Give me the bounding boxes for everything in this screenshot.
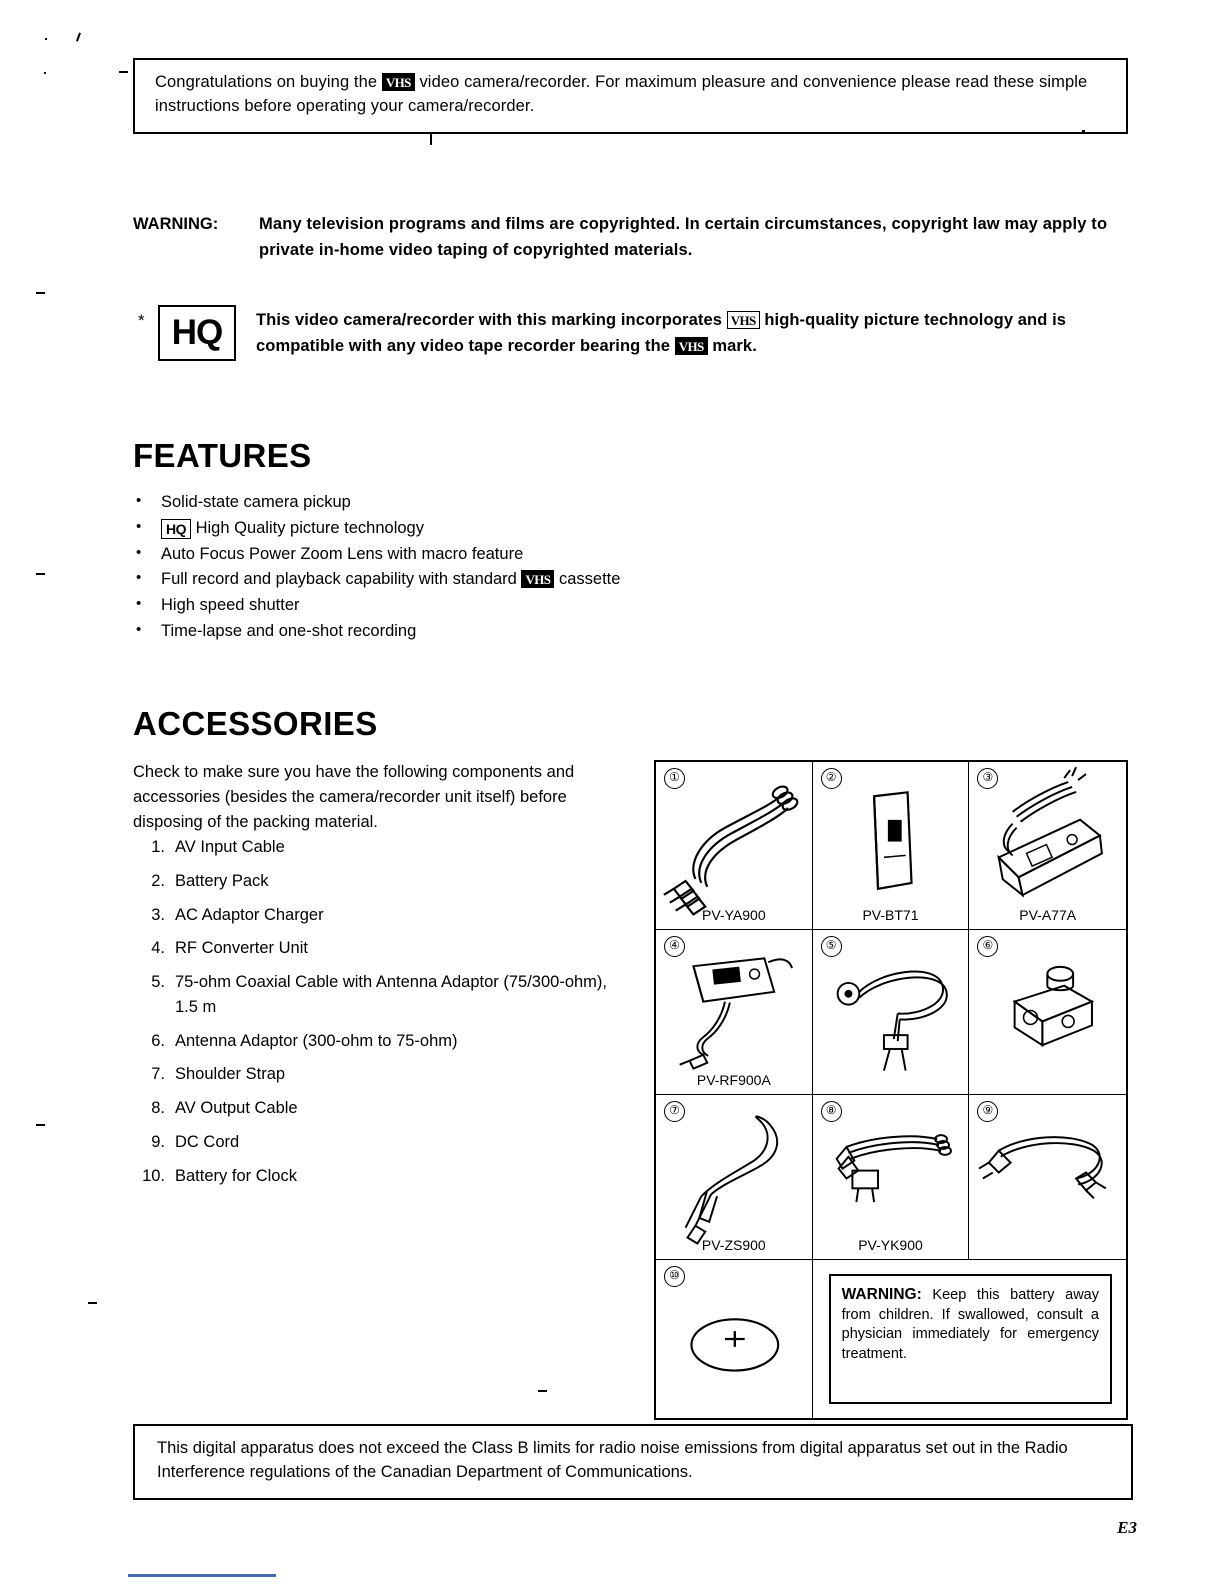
coaxial-cable-icon [813,930,969,1094]
battery-warning-body: Keep this battery away from children. If swallowed, consult a physician immediately for emergency treatment. [841,1287,1099,1363]
feature-label: High Quality picture technology [195,518,424,537]
hq-badge-icon: HQ [158,305,236,361]
list-item-label: AV Output Cable [175,1099,298,1117]
list-item-label: Battery for Clock [175,1166,297,1185]
list-item [133,490,833,515]
accessory-cell [656,762,813,930]
item-number-badge: ⑨ [977,1101,998,1122]
scan-artifact [36,573,45,575]
accessory-cell [969,930,1126,1095]
list-item-label: DC Cord [175,1132,240,1151]
list-item-number: 4. [151,939,165,958]
accessory-cell [813,762,970,930]
list-item-label: Battery Pack [175,871,269,890]
accessories-image-grid [654,760,1128,1420]
item-number-badge: ⑧ [821,1101,842,1122]
list-item-label: RF Converter Unit [175,939,308,958]
scan-artifact-line [128,1574,276,1577]
dc-cord-icon [969,1095,1126,1259]
congratulations-box [133,58,1128,134]
battery-warning-cell [813,1260,1126,1418]
vhs-logo-icon: VHS [675,337,708,355]
list-item [133,567,833,592]
accessories-list [133,835,633,1197]
hq-note-part3: mark. [712,336,757,355]
bullet-icon: • [136,492,142,509]
list-item [133,516,833,541]
congratulations-text [155,71,1110,119]
list-item-label: AC Adaptor Charger [175,905,324,924]
scan-artifact [36,1124,45,1126]
list-item-number: 10. [142,1166,165,1185]
list-item [133,542,833,567]
rf-converter-unit-icon [656,930,812,1094]
feature-label: Time-lapse and one-shot recording [161,621,417,640]
battery-warning-label: WARNING: [841,1286,922,1303]
vhs-logo-icon: VHS [521,570,554,588]
list-item-label: Shoulder Strap [175,1065,286,1084]
list-item [133,936,633,961]
item-number-badge: ⑩ [664,1266,685,1287]
list-item [133,1062,633,1087]
list-item-label: 75-ohm Coaxial Cable with Antenna Adaptor (75/300-ohm), 1.5 m [175,973,608,1016]
vhs-logo-icon: VHS [382,73,415,91]
scan-artifact [538,1390,547,1392]
list-item [133,593,833,618]
list-item-number: 5. [151,973,165,991]
list-item-number: 1. [151,838,165,856]
list-item [133,970,633,1020]
list-item-number: 2. [151,871,165,890]
vhs-logo-icon: VHS [727,311,760,329]
accessory-cell [656,930,813,1095]
scan-artifact [119,71,128,73]
list-item [133,1029,633,1054]
accessory-caption: PV-YA900 [702,907,766,923]
list-item [133,1130,633,1155]
congratulations-text-after: video camera/recorder. For maximum pleasure and convenience please read these simple instructions before operating your camera/recorder. [155,73,1088,115]
feature-label-before: Full record and playback capability with standard [161,570,517,589]
av-input-cable-icon [656,762,812,929]
accessory-caption: PV-A77A [1019,907,1077,923]
accessory-caption: PV-BT71 [862,907,919,923]
asterisk-marker: * [138,311,145,330]
features-list [133,490,833,645]
list-item [133,1096,633,1121]
battery-warning-box [829,1274,1112,1404]
feature-label: Auto Focus Power Zoom Lens with macro feature [161,544,524,563]
feature-label: Solid-state camera pickup [161,493,351,511]
item-number-badge: ⑤ [821,936,842,957]
hq-note-part2: high-quality picture technology and is compatible with any video tape recorder bearing the [256,311,1067,355]
scan-artifact [76,32,81,41]
accessory-cell [813,930,970,1095]
features-heading: FEATURES [133,437,312,474]
item-number-badge: ⑦ [664,1101,685,1122]
accessory-cell [969,1095,1126,1260]
list-item-label: Antenna Adaptor (300-ohm to 75-ohm) [175,1031,458,1050]
page-number: E3 [1117,1518,1137,1537]
class-b-notice-box [133,1424,1133,1500]
list-item [133,619,833,644]
accessory-caption: PV-YK900 [858,1237,923,1253]
congratulations-text-before: Congratulations on buying the [155,73,378,91]
copyright-warning-label: WARNING: [133,215,219,233]
accessories-intro: Check to make sure you have the following components and accessories (besides the camera/recorder unit itself) before disposing of the packing material. [133,763,575,832]
hq-note-body [256,305,1138,359]
list-item-number: 3. [151,905,165,924]
accessory-cell [813,1095,970,1260]
bullet-icon: • [136,517,142,535]
accessory-caption: PV-ZS900 [701,1237,766,1253]
list-item [133,903,633,928]
item-number-badge: ④ [664,936,685,957]
ac-adaptor-charger-icon [969,762,1126,929]
hq-note [138,305,1138,359]
item-number-badge: ① [664,768,685,789]
list-item-number: 8. [151,1099,165,1117]
accessory-caption: PV-RF900A [696,1072,771,1088]
list-item [133,835,633,860]
accessory-cell [969,762,1126,930]
scan-artifact [430,133,432,145]
list-item-label: AV Input Cable [175,838,285,856]
feature-label-after: cassette [558,570,621,589]
accessories-heading: ACCESSORIES [133,705,378,742]
accessory-cell [656,1095,813,1260]
scan-artifact [36,292,45,294]
shoulder-strap-icon [656,1095,812,1259]
item-number-badge: ③ [977,768,998,789]
scan-artifact [44,72,46,74]
bullet-icon: • [136,620,142,638]
list-item-number: 6. [151,1031,165,1050]
item-number-badge: ⑥ [977,936,998,957]
bullet-icon: • [136,595,142,612]
list-item-number: 7. [151,1065,165,1084]
bullet-icon: • [136,569,142,587]
scan-artifact [88,1302,97,1304]
av-output-cable-icon [813,1095,969,1259]
hq-note-part1: This video camera/recorder with this marking incorporates [256,311,723,329]
battery-pack-icon [813,762,969,929]
class-b-notice-text: This digital apparatus does not exceed the Class B limits for radio noise emissions from digital apparatus set out in the Radio Interference regulations of the Canadian Department of Communications. [157,1439,1068,1481]
list-item [133,1164,633,1189]
scan-artifact [45,38,47,40]
accessory-cell [656,1260,813,1418]
feature-label: High speed shutter [161,596,300,614]
antenna-adaptor-icon [969,930,1126,1094]
list-item [133,869,633,894]
list-item-number: 9. [151,1132,165,1151]
hq-badge-icon: HQ [161,519,191,539]
item-number-badge: ② [821,768,842,789]
clock-battery-icon [656,1260,812,1418]
bullet-icon: • [136,543,142,561]
copyright-warning-body: Many television programs and films are copyrighted. In certain circumstances, copyright law may apply to private in-home video taping of copyrighted materials. [259,215,1108,259]
copyright-warning [133,212,1133,263]
